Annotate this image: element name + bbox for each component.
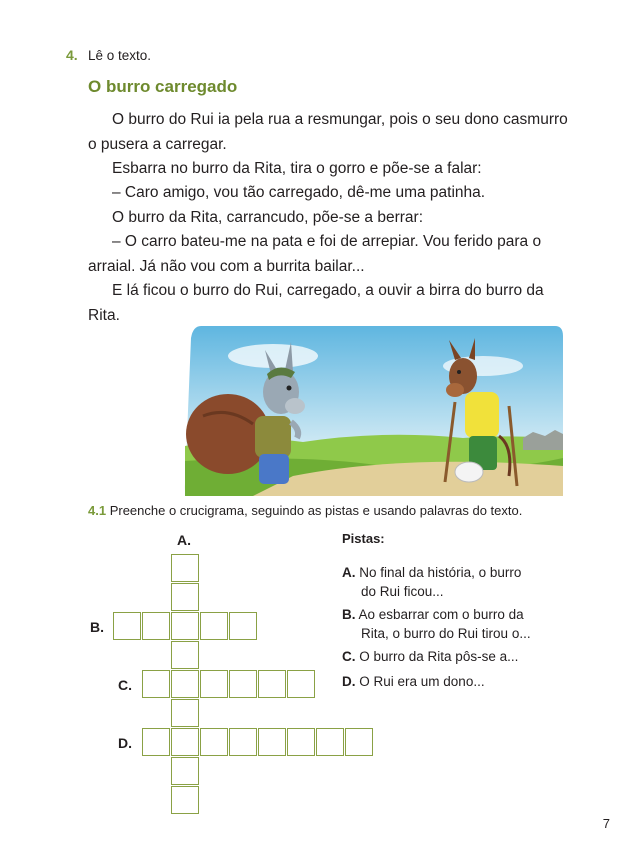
crossword-label-a: A. (177, 532, 191, 548)
crossword-cell-b2[interactable] (142, 612, 170, 640)
question-text: Preenche o crucigrama, seguindo as pistas e usando palavras do texto. (109, 503, 523, 518)
crossword-cell-d2[interactable] (171, 728, 199, 756)
clue-b-line1: Ao esbarrar com o burro da (358, 607, 524, 622)
crossword-cell-d3[interactable] (200, 728, 228, 756)
clue-a-line2: do Rui ficou... (361, 584, 444, 599)
crossword-label-b: B. (90, 619, 104, 635)
story-illustration (183, 326, 563, 496)
story-paragraph-3: – Caro amigo, vou tão carregado, dê-me uma patinha. (112, 184, 486, 201)
crossword-cell-c1[interactable] (142, 670, 170, 698)
exercise-number: 4. (66, 47, 78, 63)
crossword-cell-d7[interactable] (316, 728, 344, 756)
crossword-cell-d8[interactable] (345, 728, 373, 756)
crossword-cell-a2[interactable] (171, 583, 199, 611)
crossword-cell-d5[interactable] (258, 728, 286, 756)
story-title: O burro carregado (88, 77, 238, 96)
story-paragraph-6: E lá ficou o burro do Rui, carregado, a ouvir a birra do burro da Rita. (88, 282, 544, 324)
question-4-1 (88, 503, 522, 518)
clue-a-line1: No final da história, o burro (359, 565, 522, 580)
clue-a (342, 563, 582, 601)
story-paragraph-1: O burro do Rui ia pela rua a resmungar, pois o seu dono casmurro o pusera a carregar. (88, 111, 568, 153)
crossword-cell-c2[interactable] (171, 670, 199, 698)
crossword-label-c: C. (118, 677, 132, 693)
crossword-cell-b5[interactable] (229, 612, 257, 640)
page-number: 7 (602, 816, 610, 831)
crossword-cell-a1[interactable] (171, 554, 199, 582)
crossword-cell-d4[interactable] (229, 728, 257, 756)
crossword-cell-c3[interactable] (200, 670, 228, 698)
crossword-cell-c5[interactable] (258, 670, 286, 698)
exercise-instruction: Lê o texto. (88, 48, 152, 63)
clue-d-letter: D. (342, 674, 356, 689)
crossword-cell-b1[interactable] (113, 612, 141, 640)
crossword-cell-b4[interactable] (200, 612, 228, 640)
crossword-label-d: D. (118, 735, 132, 751)
story-paragraph-2: Esbarra no burro da Rita, tira o gorro e põe-se a falar: (112, 160, 482, 177)
crossword-cell-c6[interactable] (287, 670, 315, 698)
story-paragraph-4: O burro da Rita, carrancudo, põe-se a berrar: (112, 209, 424, 226)
crossword-cell-a9[interactable] (171, 786, 199, 814)
clue-b-letter: B. (342, 607, 356, 622)
clue-a-letter: A. (342, 565, 356, 580)
crossword-cell-a6[interactable] (171, 699, 199, 727)
clue-c (342, 647, 582, 666)
crossword-cell-d1[interactable] (142, 728, 170, 756)
clue-b (342, 605, 582, 643)
clue-d (342, 672, 582, 691)
crossword-cell-a8[interactable] (171, 757, 199, 785)
story-paragraph-5: – O carro bateu-me na pata e foi de arrepiar. Vou ferido para o arraial. Já não vou com a burrita bailar... (88, 233, 542, 275)
clue-b-line2: Rita, o burro do Rui tirou o... (361, 626, 531, 641)
clue-d-line1: O Rui era um dono... (359, 674, 485, 689)
crossword-cell-d6[interactable] (287, 728, 315, 756)
clues-heading: Pistas: (342, 531, 385, 546)
clue-c-line1: O burro da Rita pôs-se a... (359, 649, 519, 664)
crossword-cell-c4[interactable] (229, 670, 257, 698)
crossword-cell-b3[interactable] (171, 612, 199, 640)
question-number: 4.1 (88, 503, 107, 518)
clue-c-letter: C. (342, 649, 356, 664)
crossword-cell-a4[interactable] (171, 641, 199, 669)
